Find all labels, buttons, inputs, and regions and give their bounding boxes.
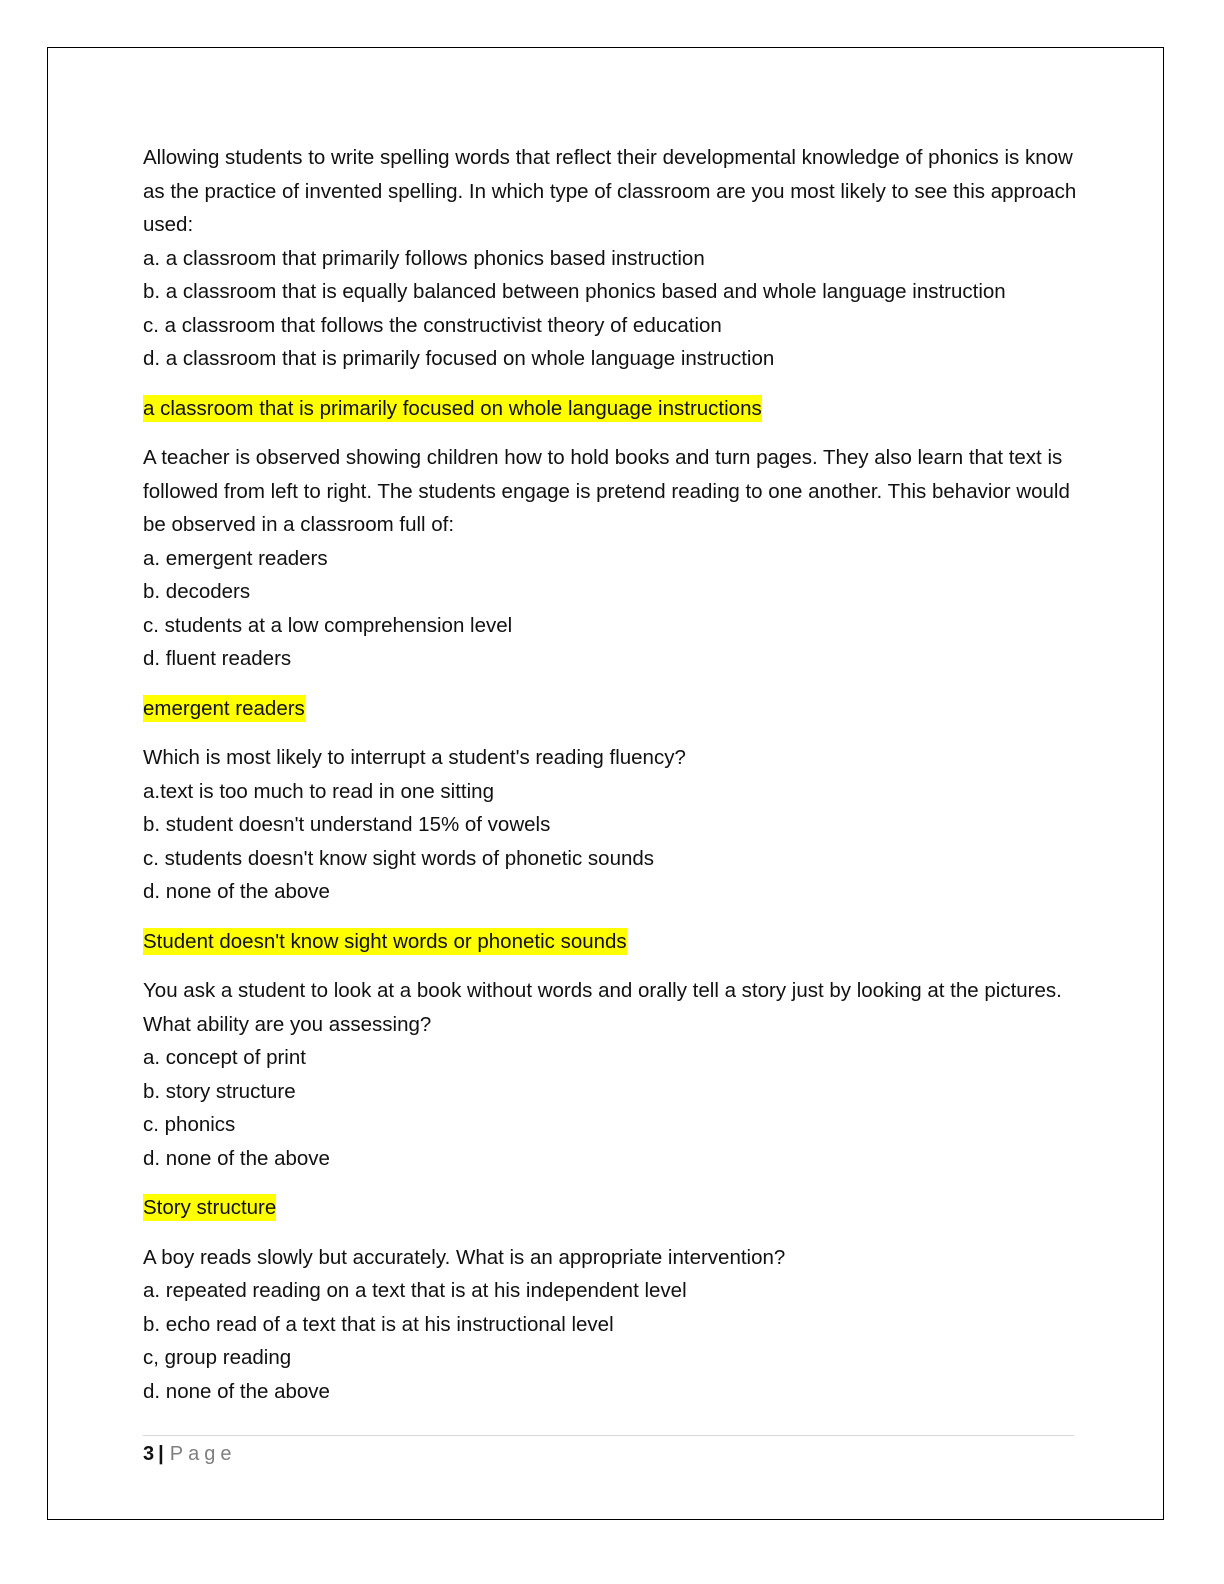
- question-option: a. repeated reading on a text that is at his independent level: [143, 1279, 687, 1302]
- question-2: [143, 441, 1083, 676]
- highlighted-answer: emergent readers: [143, 696, 305, 720]
- question-prompt: Allowing students to write spelling words that reflect their developmental knowledge of phonics is know as the practice of invented spelling. In which type of classroom are you most likely to see this approach used:: [143, 146, 1077, 236]
- page-label: Page: [169, 1443, 237, 1465]
- answer-3: [143, 925, 1083, 959]
- question-option: a.text is too much to read in one sitting: [143, 779, 494, 803]
- question-prompt: Which is most likely to interrupt a student's reading fluency?: [143, 746, 686, 769]
- question-option: d. a classroom that is primarily focused on whole language instruction: [143, 347, 775, 370]
- question-option: d. fluent readers: [143, 647, 292, 670]
- question-option: b. decoders: [143, 580, 251, 603]
- highlighted-answer: a classroom that is primarily focused on whole language instructions: [143, 396, 762, 420]
- question-option: b. story structure: [143, 1079, 296, 1103]
- page-number: 3: [143, 1443, 155, 1465]
- question-option: d. none of the above: [143, 1146, 330, 1170]
- question-option: d. none of the above: [143, 880, 330, 903]
- page-footer: [143, 1440, 236, 1468]
- footer-divider: [143, 1435, 1074, 1436]
- question-3: [143, 741, 1083, 909]
- question-5: [143, 1241, 1083, 1409]
- question-prompt: A boy reads slowly but accurately. What is an appropriate intervention?: [143, 1245, 786, 1269]
- question-option: c, group reading: [143, 1346, 292, 1369]
- question-option: c. phonics: [143, 1113, 236, 1136]
- question-option: b. student doesn't understand 15% of vowels: [143, 813, 551, 836]
- document-body: [143, 141, 1083, 1408]
- question-option: a. a classroom that primarily follows phonics based instruction: [143, 246, 705, 270]
- question-option: a. concept of print: [143, 1046, 306, 1069]
- highlighted-answer: Student doesn't know sight words or phonetic sounds: [143, 929, 627, 953]
- question-option: c. students at a low comprehension level: [143, 613, 513, 637]
- answer-1: [143, 392, 1083, 426]
- question-prompt: A teacher is observed showing children how to hold books and turn pages. They also learn that text is followed from left to right. The students engage is pretend reading to one another. This behavior would be observed in a classroom full of:: [143, 446, 1070, 536]
- question-1: [143, 141, 1083, 376]
- footer-separator: |: [158, 1443, 164, 1465]
- question-option: b. echo read of a text that is at his instructional level: [143, 1312, 614, 1336]
- question-option: b. a classroom that is equally balanced between phonics based and whole language instruction: [143, 280, 1006, 303]
- question-4: [143, 974, 1083, 1175]
- answer-2: [143, 692, 1083, 726]
- question-option: a. emergent readers: [143, 546, 328, 570]
- highlighted-answer: Story structure: [143, 1196, 277, 1219]
- question-option: c. a classroom that follows the constructivist theory of education: [143, 313, 722, 337]
- question-option: c. students doesn't know sight words of phonetic sounds: [143, 846, 655, 870]
- answer-4: [143, 1191, 1083, 1225]
- question-prompt: You ask a student to look at a book without words and orally tell a story just by looking at the pictures. What ability are you assessing?: [143, 979, 1062, 1036]
- question-option: d. none of the above: [143, 1379, 330, 1403]
